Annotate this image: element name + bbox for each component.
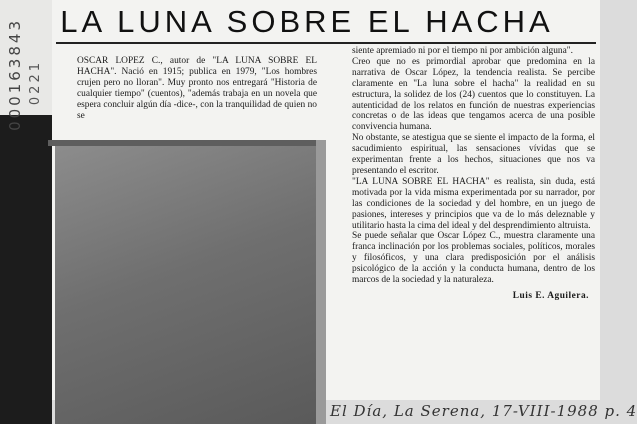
photo-border bbox=[316, 140, 326, 424]
paragraph: OSCAR LOPEZ C., autor de "LA LUNA SOBRE EL HACHA". Nació en 1915; publica en 1979, "Los hombres crujen pero no lloran". Muy pronto nos entregará "Historia de cualquier tiempo" (cuentos), "además trabaja en un novela que espera concluir algún día -dice-, con la tranquilidad de quien no se bbox=[77, 56, 317, 121]
handwritten-source-note: El Día, La Serena, 17-VIII-1988 p. 4 bbox=[330, 402, 637, 420]
article-title: LA LUNA SOBRE EL HACHA bbox=[60, 4, 554, 39]
paragraph: siente apremiado ni por el tiempo ni por ambición alguna". bbox=[352, 46, 573, 56]
paragraph: Se puede señalar que Oscar López C., muestra claramente una franca inclinación por los problemas sociales, políticos, morales y filosóficos, y una clara predisposición por el análisis psicológico de la acción y la conducta humana, dentro de los marcos de la sociedad y la naturaleza. bbox=[352, 231, 595, 286]
title-rule bbox=[56, 42, 596, 44]
left-column bbox=[77, 56, 317, 121]
author-photo bbox=[55, 146, 316, 424]
catalog-suffix: 0221 bbox=[28, 60, 43, 106]
catalog-number: 000163843 bbox=[6, 18, 24, 131]
scan-shadow bbox=[0, 115, 52, 424]
paragraph: No obstante, se atestigua que se siente el impacto de la forma, el sacudimiento espiritual, las sensaciones vívidas que se experimentan frente a los hechos, situaciones que nos va presentando el escritor. bbox=[352, 133, 595, 176]
paragraph: "LA LUNA SOBRE EL HACHA" es realista, sin duda, está motivada por la vida misma experimentada por su narrador, por las condiciones de la sociedad y del hombre, en un juego de pasiones, intereses y principios que va de lo más deleznable y utilitario hasta la cima del ideal y del desprendimiento altruista. bbox=[352, 176, 595, 231]
paragraph: Creo que no es primordial aprobar que predomina en la narrativa de Oscar López, la tendencia realista. Se percibe claramente en "La luna sobre el hacha" la realidad en su estructura, la solidez de los (24) cuentos que lo constituyen. La autenticidad de los relatos en función de nuestras experiencias concretas o de las ideas que tengamos acerca de una posible convivencia humana. bbox=[352, 56, 595, 133]
right-column bbox=[352, 46, 595, 302]
author-signature: Luis E. Aguilera. bbox=[512, 290, 589, 301]
